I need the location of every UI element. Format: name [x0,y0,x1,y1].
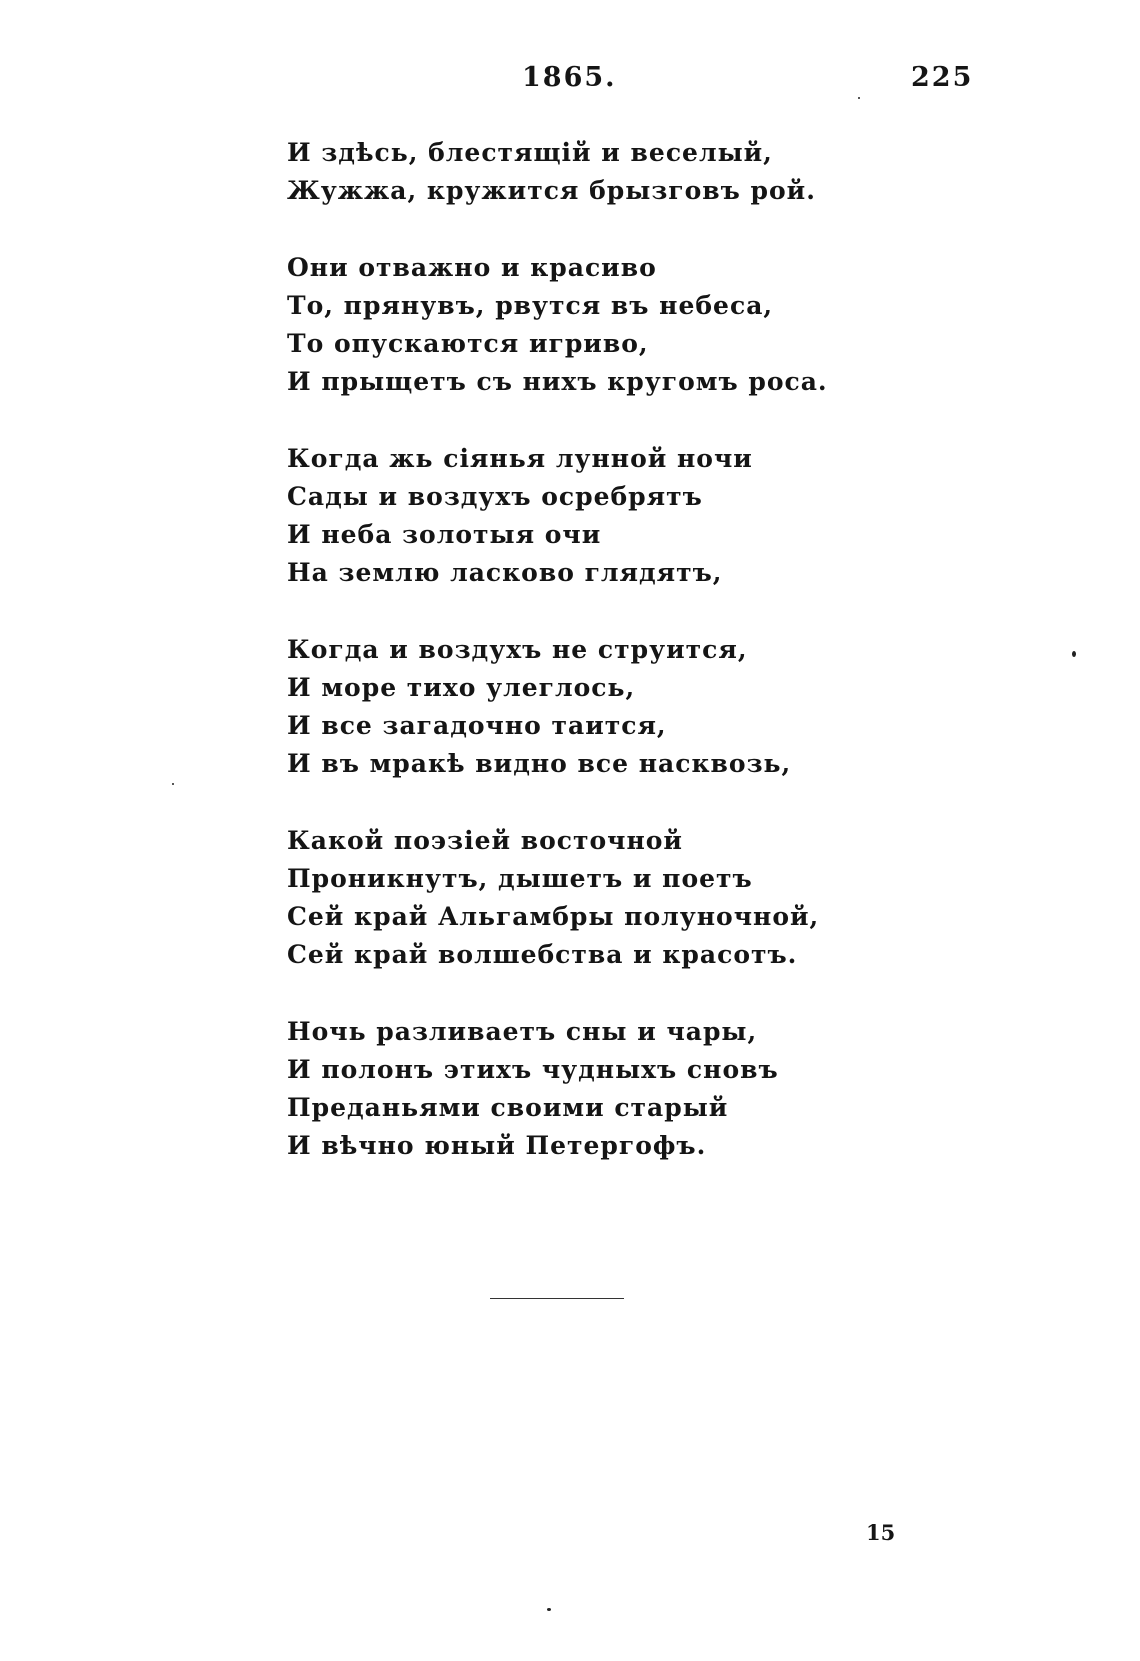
poem-line: И море тихо улеглось, [287,673,636,702]
print-speck [172,783,174,785]
poem-line: Какой поэзіей восточной [287,826,683,855]
stanza-1 [287,134,907,210]
poem-body [287,134,907,1204]
stanza-5 [287,822,907,974]
poem-line: Когда жь сіянья лунной ночи [287,444,753,473]
poem-line: И здѣсь, блестящій и веселый, [287,138,773,167]
poem-line: И вѣчно юный Петергофъ. [287,1131,707,1160]
stanza-6 [287,1013,907,1165]
page-number: 225 [911,62,974,93]
poem-line: То опускаются игриво, [287,329,649,358]
poem-line: Они отважно и красиво [287,253,657,282]
poem-line: И полонъ этихъ чудныхъ сновъ [287,1055,779,1084]
poem-line: И все загадочно таится, [287,711,667,740]
print-speck [1072,651,1076,657]
poem-line: Проникнутъ, дышетъ и поетъ [287,864,753,893]
poem-line: Преданьями своими старый [287,1093,729,1122]
poem-line: Сады и воздухъ осребрятъ [287,482,703,511]
print-speck [547,1608,551,1611]
poem-line: Жужжа, кружится брызговъ рой. [287,176,816,205]
poem-line: И прыщетъ съ нихъ кругомъ роса. [287,367,828,396]
poem-line: На землю ласково глядятъ, [287,558,723,587]
stanza-2 [287,249,907,401]
header-year: 1865. [522,62,617,93]
poem-line: Сей край Альгамбры полуночной, [287,902,820,931]
poem-line: И неба золотыя очи [287,520,602,549]
poem-line: Сей край волшебства и красотъ. [287,940,798,969]
poem-line: Ночь разливаетъ сны и чары, [287,1017,758,1046]
running-head [0,62,1140,102]
stanza-3 [287,440,907,592]
end-rule [490,1298,624,1299]
stanza-4 [287,631,907,783]
poem-line: То, прянувъ, рвутся въ небеса, [287,291,774,320]
print-speck [858,97,860,99]
poem-line: Когда и воздухъ не струится, [287,635,748,664]
signature-mark: 15 [866,1520,896,1545]
poem-line: И въ мракѣ видно все насквозь, [287,749,792,778]
